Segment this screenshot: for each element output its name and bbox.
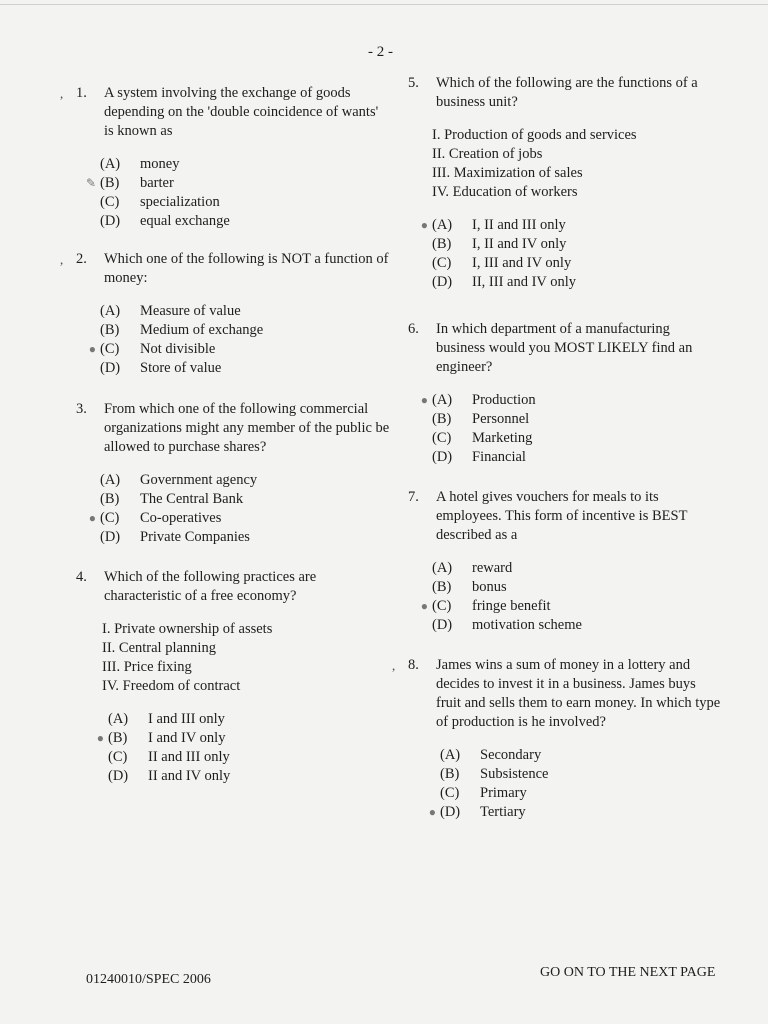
option: (D) Store of value xyxy=(100,360,222,376)
option: ● (A) I, II and III only xyxy=(392,216,722,235)
option: (A) reward xyxy=(432,560,513,576)
statement-list: I. Private ownership of assets II. Central planning III. Price fixing IV. Freedom of contract xyxy=(102,621,273,694)
question-stem: From which one of the following commercial organizations might any member of the public be allowed to purchase shares? xyxy=(104,401,390,455)
question-number: 4. xyxy=(76,569,87,585)
next-page-note: GO ON TO THE NEXT PAGE xyxy=(540,965,716,980)
options xyxy=(60,710,390,786)
option: ● (C) Not divisible xyxy=(60,340,390,359)
option: (C) Primary xyxy=(440,785,527,801)
statement-list: I. Production of goods and services II. Creation of jobs III. Maximization of sales IV. Education of workers xyxy=(432,127,637,200)
answer-mark-icon: ✎ xyxy=(85,176,96,190)
options xyxy=(60,471,390,547)
options xyxy=(392,559,722,635)
question-number: 5. xyxy=(408,75,419,91)
question-number: 6. xyxy=(408,321,419,337)
question-8: , 8. James wins a sum of money in a lottery and decides to invest it in a business. James buys fruit and sells them to earn money. In which type of production is he involved? (A) Secondary (B) Subsistence (C) Primary ● (D) Tertiary xyxy=(392,657,721,820)
answer-mark-icon: ● xyxy=(420,599,428,613)
top-rule xyxy=(0,4,768,5)
question-number: 3. xyxy=(76,401,87,417)
options xyxy=(60,155,390,231)
question-1: , 1. A system involving the exchange of goods depending on the 'double coincidence of wants' is known as (A) money ✎ (B) barter (C) specialization (D) equal exchange xyxy=(60,84,390,231)
option: (A) Secondary xyxy=(440,747,542,763)
option: (B) Medium of exchange xyxy=(100,322,264,338)
question-stem: A hotel gives vouchers for meals to its employees. This form of incentive is BEST described as a xyxy=(436,489,688,543)
option: (B) The Central Bank xyxy=(100,491,244,507)
options xyxy=(392,391,722,467)
option: (D) Financial xyxy=(432,449,526,465)
question-6 xyxy=(392,320,722,467)
option: (A) Measure of value xyxy=(100,303,241,319)
option: ● (B) I and IV only xyxy=(60,729,390,748)
question-stem: In which department of a manufacturing business would you MOST LIKELY find an engineer? xyxy=(436,321,693,375)
option: (C) I, III and IV only xyxy=(432,255,572,271)
option: (B) Subsistence xyxy=(440,766,549,782)
question-number: 2. xyxy=(76,251,87,267)
question-number: 8. xyxy=(408,657,419,673)
answer-mark-icon: ● xyxy=(428,805,436,819)
answer-mark-icon: ● xyxy=(88,342,96,356)
question-7 xyxy=(392,488,722,635)
option: (A) Government agency xyxy=(100,472,258,488)
option: ● (C) fringe benefit xyxy=(392,597,722,616)
question-3 xyxy=(60,400,390,547)
option: ● (D) Tertiary xyxy=(392,803,722,822)
option: (B) bonus xyxy=(432,579,507,595)
option: (C) Marketing xyxy=(432,430,533,446)
question-stem: Which one of the following is NOT a function of money: xyxy=(104,251,389,286)
option: ● (A) Production xyxy=(392,391,722,410)
option: ✎ (B) barter xyxy=(60,174,390,193)
question-stem: James wins a sum of money in a lottery and decides to invest it in a business. James buys fruit and sells them to earn money. In which type of production is he involved? xyxy=(436,657,721,730)
options xyxy=(60,302,390,378)
question-stem: Which of the following practices are characteristic of a free economy? xyxy=(104,569,317,604)
answer-mark-icon: ● xyxy=(420,218,428,232)
page-number: - 2 - xyxy=(368,44,393,60)
option: (D) Private Companies xyxy=(100,529,250,545)
option: (A) money xyxy=(100,156,180,172)
answer-mark-icon: ● xyxy=(420,393,428,407)
paper-code: 01240010/SPEC 2006 xyxy=(86,972,211,987)
option: ● (C) Co-operatives xyxy=(60,509,390,528)
option: (B) Personnel xyxy=(432,411,530,427)
options xyxy=(392,746,722,822)
question-number: 7. xyxy=(408,489,419,505)
option: (D) II, III and IV only xyxy=(432,274,577,290)
option: (C) specialization xyxy=(100,194,220,210)
question-4 xyxy=(60,568,390,786)
option: (A) I and III only xyxy=(108,711,225,727)
option: (D) equal exchange xyxy=(100,213,230,229)
question-stem: A system involving the exchange of goods depending on the 'double coincidence of wants' is known as xyxy=(104,85,379,139)
answer-mark-icon: ● xyxy=(88,511,96,525)
question-stem: Which of the following are the functions of a business unit? xyxy=(436,75,698,110)
option: (B) I, II and IV only xyxy=(432,236,567,252)
answer-mark-icon: ● xyxy=(96,731,104,745)
question-2: , 2. Which one of the following is NOT a function of money: (A) Measure of value (B) Medium of exchange ● (C) Not divisible (D) Store of value xyxy=(60,251,389,376)
options xyxy=(392,216,722,292)
question-5 xyxy=(392,74,722,292)
question-number: 1. xyxy=(76,85,87,101)
option: (C) II and III only xyxy=(108,749,230,765)
option: (D) II and IV only xyxy=(108,768,231,784)
option: (D) motivation scheme xyxy=(432,617,582,633)
